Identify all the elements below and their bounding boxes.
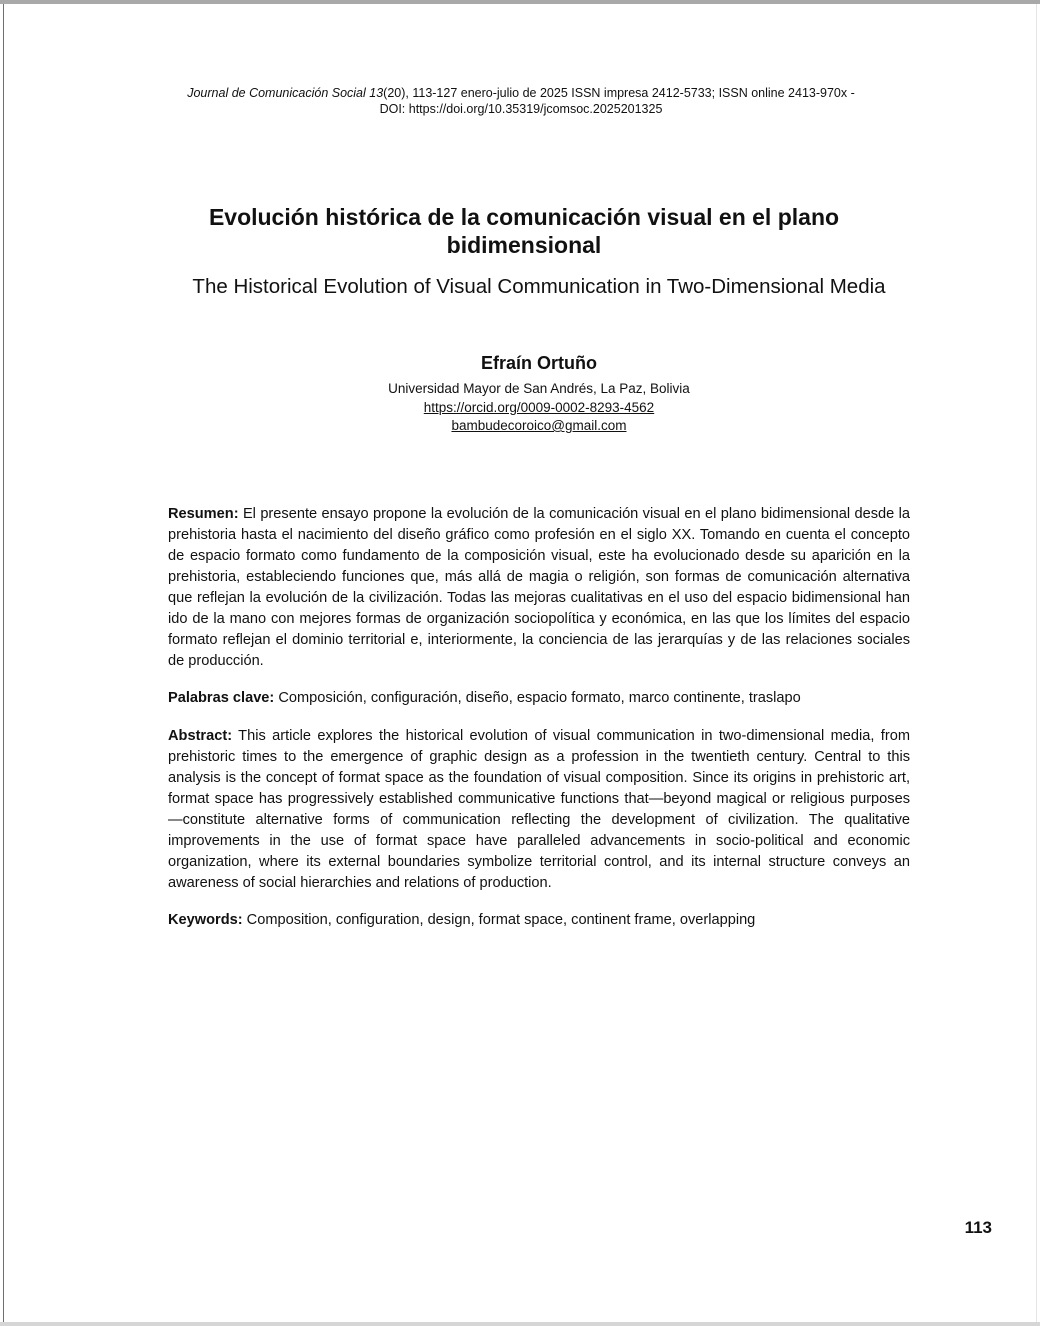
- article-title: Evolución histórica de la comunicación visual en el plano bidimensional: [208, 204, 840, 258]
- abstract-text: This article explores the historical evolution of visual communication in two-dimensional media, from prehistoric times to the emergence of graphic design as a profession in the twentieth century. Central to this analysis is the concept of format space as the foundation of visual composition. Since its origins in prehistoric art, format space has progressively established communicative functions that—beyond magical or religious purposes—constitute alternative forms of communication reflecting the development of civilization. The qualitative improvements in the use of format space have paralleled advancements in socio-political and economic organization, where its external boundaries symbolize territorial control, and its internal structure conveys an awareness of social hierarchies and relations of production.: [168, 728, 910, 891]
- palabras-clave-text: Composición, configuración, diseño, espacio formato, marco continente, traslapo: [278, 690, 801, 706]
- palabras-clave-paragraph: [168, 688, 910, 709]
- email-link[interactable]: bambudecoroico@gmail.com: [451, 418, 627, 433]
- page-number: 113: [964, 1218, 992, 1237]
- abstract-label: Abstract:: [168, 728, 233, 744]
- doi-line: DOI: https://doi.org/10.35319/jcomsoc.2025201325: [379, 102, 663, 116]
- article-title-english: The Historical Evolution of Visual Communication in Two-Dimensional Media: [192, 275, 886, 298]
- palabras-clave-label: Palabras clave:: [168, 690, 275, 706]
- resumen-label: Resumen:: [168, 506, 239, 522]
- keywords-paragraph: [168, 910, 910, 931]
- keywords-text: Composition, configuration, design, format space, continent frame, overlapping: [246, 912, 756, 928]
- abstract-paragraph: [168, 726, 910, 894]
- resumen-text: El presente ensayo propone la evolución de la comunicación visual en el plano bidimensional desde la prehistoria hasta el nacimiento del diseño gráfico como profesión en el siglo XX. Tomando en cuenta el concepto de espacio formato como fundamento de la composición visual, este ha evolucionado desde su aparición en la prehistoria, estableciendo funciones que, más allá de magia o religión, son formas de comunicación alternativa que reflejan la evolución de la civilización. Todas las mejoras cualitativas en el uso del espacio bidimensional han ido de la mano con mejores formas de organización sociopolítica y económica, en las que los límites del espacio formato reflejan el dominio territorial e, interiormente, la conciencia de las jerarquías y de las relaciones sociales de producción.: [168, 506, 910, 669]
- journal-name: Journal de Comunicación Social 13: [187, 86, 384, 100]
- author-name: Efraín Ortuño: [481, 353, 597, 373]
- document-page: [3, 4, 1037, 1322]
- author-affiliation: Universidad Mayor de San Andrés, La Paz, Bolivia: [388, 381, 690, 396]
- resumen-paragraph: [168, 504, 910, 672]
- keywords-label: Keywords:: [168, 912, 243, 928]
- journal-issue-details: (20), 113-127 enero-julio de 2025 ISSN impresa 2412-5733; ISSN online 2413-970x -: [383, 86, 855, 100]
- viewer-bottom-border: [0, 1322, 1040, 1326]
- journal-citation: [4, 85, 1038, 101]
- orcid-link[interactable]: https://orcid.org/0009-0002-8293-4562: [423, 400, 655, 415]
